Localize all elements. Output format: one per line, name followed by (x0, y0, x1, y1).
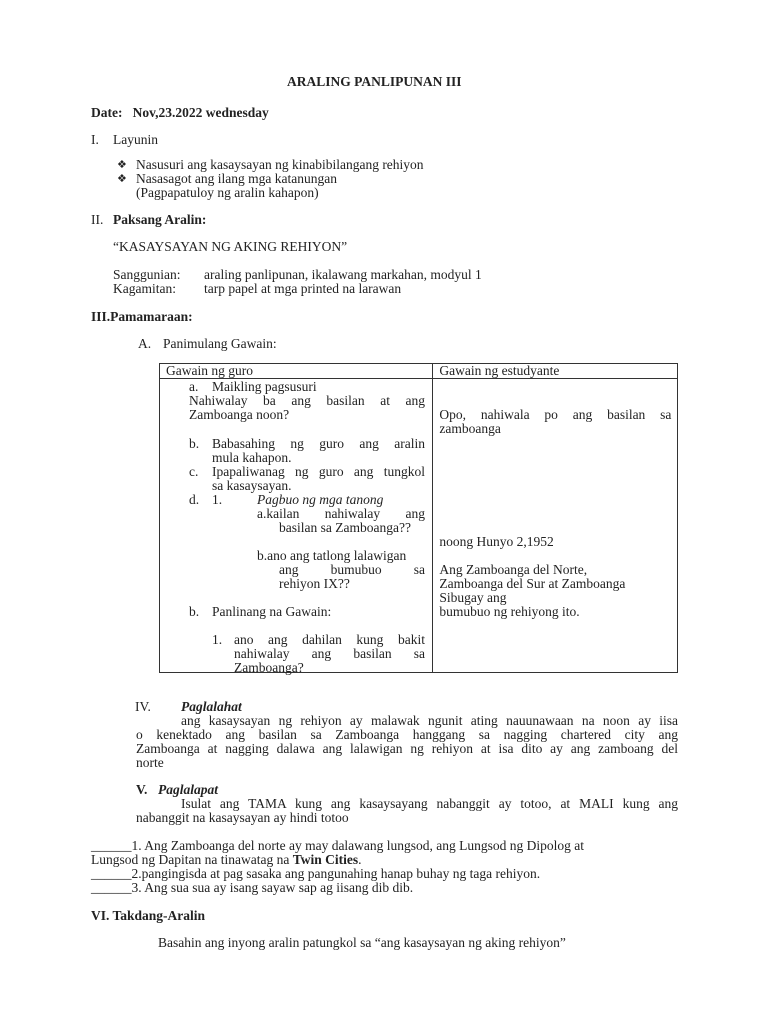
quiz-item-emphasis: Twin Cities (292, 852, 359, 867)
date-value: Nov,23.2022 wednesday (132, 105, 269, 120)
sub-question-line: a.kailan nahiwalay ang (257, 506, 425, 521)
date-line (91, 106, 269, 120)
diamond-bullet-icon: ❖ (117, 172, 127, 185)
diamond-bullet-icon: ❖ (117, 158, 127, 171)
item-text: mula kahapon. (212, 450, 292, 465)
quiz-item-3: ______3. Ang sua sua ay isang sayaw sap ag iisang dib dib. (91, 880, 414, 895)
date-label: Date: (91, 105, 123, 120)
item-text: Ipapaliwanag ng guro ang tungkol (212, 464, 425, 479)
question-line: Nahiwalay ba ang basilan at ang (189, 393, 425, 408)
answer-line: Zamboanga del Sur at Zamboanga (439, 576, 626, 591)
instruction-line: Isulat ang TAMA kung ang kasaysayang nabanggit ay totoo, at MALI kung ang (181, 796, 678, 811)
table-header-cell (160, 364, 433, 379)
answer-line: bumubuo ng rehiyong ito. (439, 604, 580, 619)
lesson-topic: “KASAYSAYAN NG AKING REHIYON” (113, 239, 348, 254)
section-6-title: VI. Takdang-Aralin (91, 908, 206, 923)
sub-question-line: ang bumubuo sa (279, 562, 425, 577)
generalization-line: o kenektado ang basilan sa Zamboanga hanggang sa nagging chartered city ang (136, 727, 678, 742)
question-line: nahiwalay ang basilan sa (234, 646, 425, 661)
question-line: Zamboanga? (234, 660, 304, 675)
quiz-item-text: . (358, 852, 362, 867)
section-2-number: II. (91, 212, 104, 227)
subsection-a-number: A. (138, 336, 152, 351)
item-title: Maikling pagsusuri (212, 379, 317, 394)
item-label: a. (189, 379, 199, 394)
assignment-text: Basahin ang inyong aralin patungkol sa “ang kasaysayan ng aking rehiyon” (158, 935, 566, 950)
section-5-number: V. (136, 782, 148, 797)
answer-line: Ang Zamboanga del Norte, (439, 562, 588, 577)
quiz-item-1-line: ______1. Ang Zamboanga del norte ay may dalawang lungsod, ang Lungsod ng Dipolog at (91, 838, 585, 853)
kagamitan-value: tarp papel at mga printed na larawan (204, 281, 402, 296)
answer-line: Sibugay ang (439, 590, 507, 605)
item-text: Babasahing ng guro ang aralin (212, 436, 425, 451)
section-5-title: Paglalapat (158, 782, 218, 797)
sub-question-line: basilan sa Zamboanga?? (279, 520, 411, 535)
question-line: ano ang dahilan kung bakit (234, 632, 425, 647)
item-number: 1. (212, 492, 223, 507)
item-label: b. (189, 436, 200, 451)
objective-item: Nasusuri ang kasaysayan ng kinabibilangang rehiyon (136, 157, 424, 172)
objective-note: (Pagpapatuloy ng aralin kahapon) (136, 185, 319, 200)
sub-question-line: rehiyon IX?? (279, 576, 350, 591)
kagamitan-label: Kagamitan: (113, 281, 176, 296)
guro-cell (160, 379, 433, 673)
section-4-number: IV. (135, 699, 151, 714)
answer-line: Opo, nahiwala po ang basilan sa (439, 407, 672, 422)
answer-line: noong Hunyo 2,1952 (439, 534, 554, 549)
question-line: Zamboanga noon? (189, 407, 290, 422)
section-4-title: Paglalahat (181, 699, 242, 714)
quiz-item-1-line2 (91, 853, 361, 867)
column-header-guro: Gawain ng guro (166, 363, 253, 378)
item-label: b. (189, 604, 200, 619)
section-2-title: Paksang Aralin: (113, 212, 207, 227)
generalization-line: norte (136, 755, 164, 770)
objective-item: Nasasagot ang ilang mga katanungan (136, 171, 337, 186)
item-label: c. (189, 464, 199, 479)
sanggunian-value: araling panlipunan, ikalawang markahan, modyul 1 (204, 267, 482, 282)
item-label: d. (189, 492, 200, 507)
page-title: ARALING PANLIPUNAN III (287, 74, 462, 89)
section-1-number: I. (91, 132, 99, 147)
estudyante-cell (433, 379, 678, 673)
quiz-item-text: Lungsod ng Dapitan na tinawatag na (91, 852, 293, 867)
item-title: Panlinang na Gawain: (212, 604, 332, 619)
item-title: Pagbuo ng mga tanong (257, 492, 384, 507)
item-number: 1. (212, 632, 223, 647)
answer-line: zamboanga (439, 421, 501, 436)
table-header-cell (433, 364, 678, 379)
instruction-line: nabanggit na kasaysayan ay hindi totoo (136, 810, 349, 825)
section-1-title: Layunin (113, 132, 158, 147)
subsection-a-title: Panimulang Gawain: (163, 336, 277, 351)
activity-table (159, 363, 678, 673)
generalization-line: ang kasaysayan ng rehiyon ay malawak ngunit ating nauunawaan na noon ay iisa (181, 713, 678, 728)
section-3-title: III.Pamamaraan: (91, 309, 193, 324)
sub-question-line: b.ano ang tatlong lalawigan (257, 548, 407, 563)
item-text: sa kasaysayan. (212, 478, 292, 493)
column-header-estudyante: Gawain ng estudyante (439, 363, 560, 378)
generalization-line: Zamboanga at nagging dalawa ang lalawigan ng rehiyon at isa dito ay ang zamboang del (136, 741, 678, 756)
quiz-item-2: ______2.pangingisda at pag sasaka ang pangunahing hanap buhay ng taga rehiyon. (91, 866, 541, 881)
sanggunian-label: Sanggunian: (113, 267, 181, 282)
